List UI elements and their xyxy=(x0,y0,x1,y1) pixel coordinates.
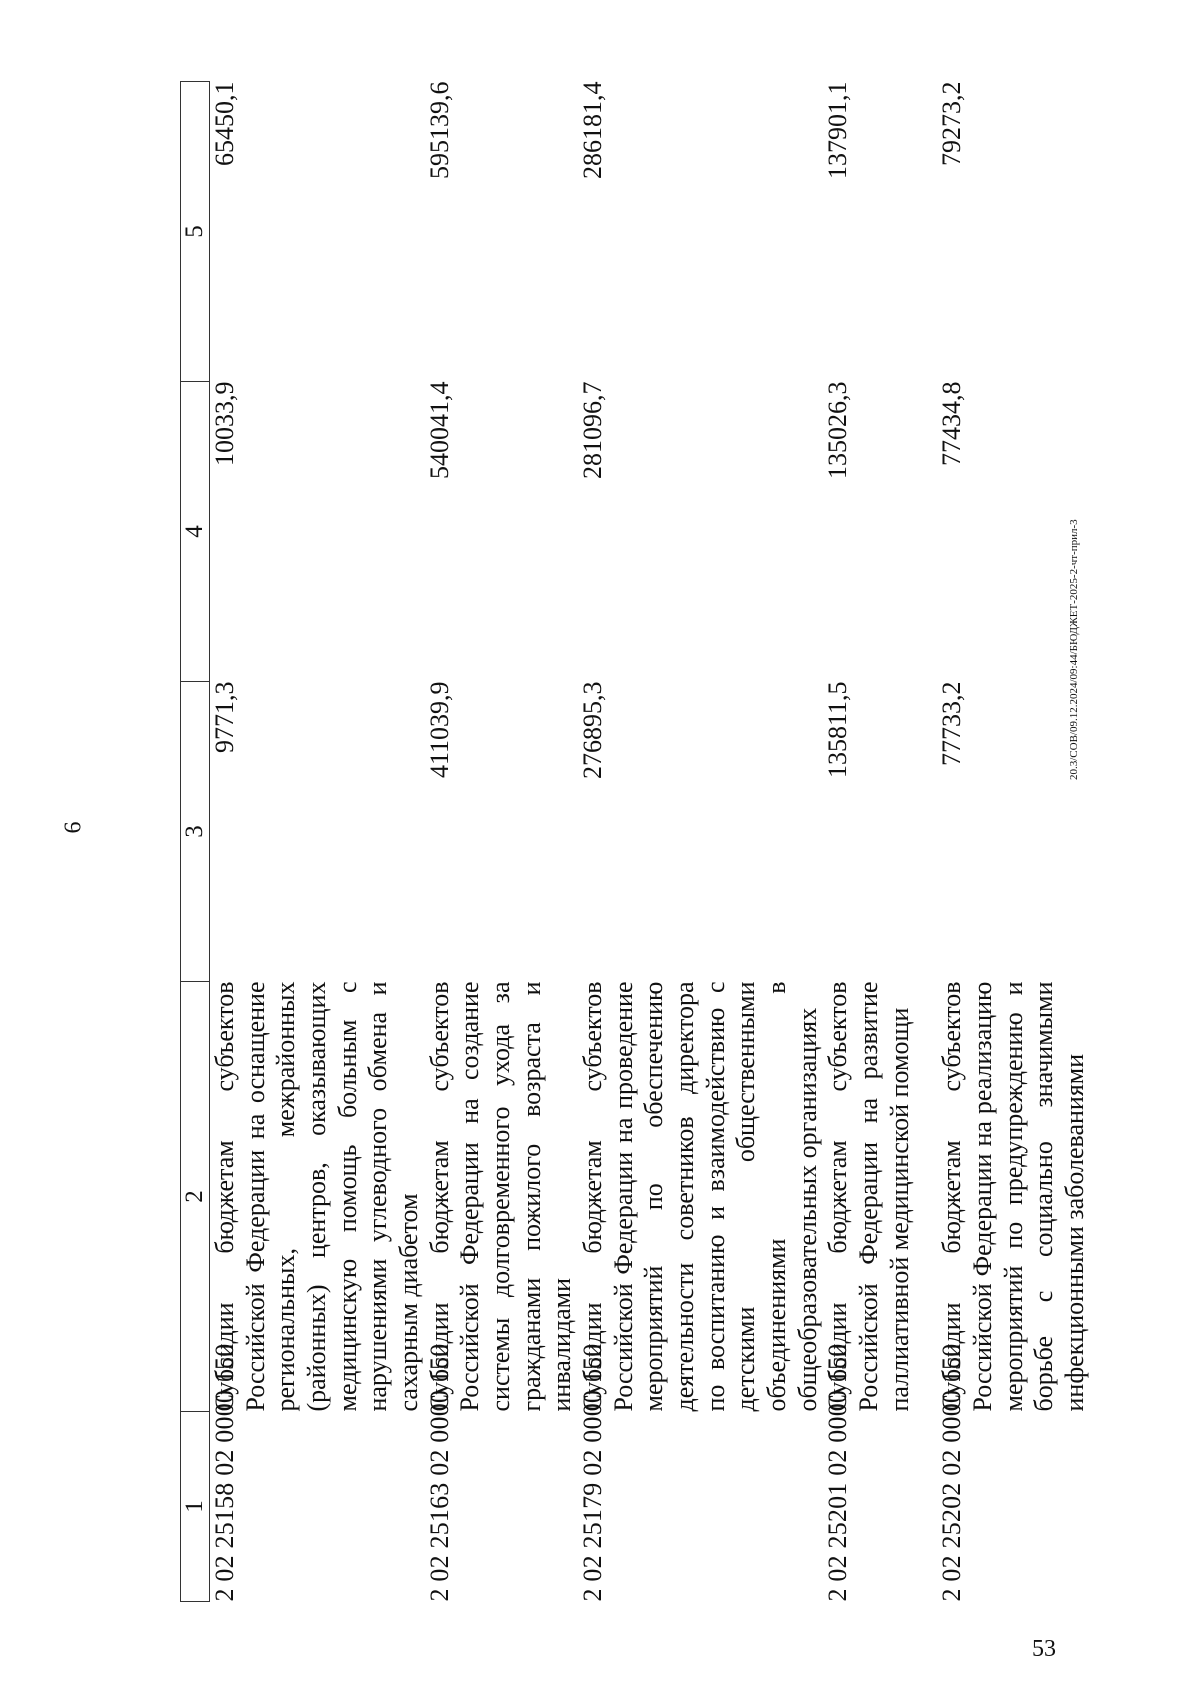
column-header-3: 3 xyxy=(181,682,210,982)
column-header-5: 5 xyxy=(181,82,210,382)
table-row xyxy=(425,82,578,1602)
value-col3-text: 276895,3 xyxy=(578,681,608,779)
value-col4 xyxy=(578,382,823,682)
value-col5 xyxy=(937,82,1090,382)
value-col5 xyxy=(425,82,578,382)
budget-code: 2 02 25179 02 0000 150 xyxy=(578,1343,608,1602)
value-col5 xyxy=(578,82,823,382)
value-col5 xyxy=(823,82,937,382)
document-footer-code: 20.3/СОВ/09.12.2024/09:44/БЮДЖЕТ-2025-2-чт-прил-3 xyxy=(1068,519,1080,780)
value-col3 xyxy=(210,682,425,982)
value-col3-text: 135811,5 xyxy=(823,681,853,779)
value-col4-text: 10033,9 xyxy=(210,381,239,466)
budget-table xyxy=(180,81,1091,1602)
row-description: Субсидии бюджетам субъектов Российской Федерации на оснащение региональных, межрайонных (районных) центров, оказывающих медицинскую помощь больным с нарушениями углеводного обмена и сахарным диабетом xyxy=(210,981,424,1412)
column-header-2: 2 xyxy=(181,982,210,1412)
value-col4-text: 281096,7 xyxy=(578,381,608,479)
value-col4 xyxy=(210,382,425,682)
value-col4 xyxy=(823,382,937,682)
value-col3-text: 411039,9 xyxy=(424,681,454,779)
budget-code: 2 02 25202 02 0000 150 xyxy=(937,1343,967,1602)
row-description: Субсидии бюджетам субъектов Российской Федерации на создание системы долговременного ухода за гражданами пожилого возраста и инвалидами xyxy=(424,981,577,1412)
value-col4 xyxy=(425,382,578,682)
row-description: Субсидии бюджетам субъектов Российской Федерации на развитие паллиативной медицинской помощи xyxy=(823,981,914,1412)
value-col5-text: 65450,1 xyxy=(210,81,239,166)
table-row xyxy=(937,82,1090,1602)
table-row xyxy=(823,82,937,1602)
sheet-number: 53 xyxy=(1032,1636,1056,1662)
row-description: Субсидии бюджетам субъектов Российской Федерации на проведение мероприятий по обеспечению деятельности советников директора по воспитанию и взаимодействию с детскими общественными объединениями в общеобразовательных организациях xyxy=(578,981,822,1412)
value-col5-text: 286181,4 xyxy=(578,81,608,179)
budget-code: 2 02 25158 02 0000 150 xyxy=(210,1343,239,1602)
value-col5-text: 79273,2 xyxy=(937,81,967,166)
value-col5 xyxy=(210,82,425,382)
value-col3 xyxy=(823,682,937,982)
value-col5-text: 595139,6 xyxy=(424,81,454,179)
table-row xyxy=(578,82,823,1602)
table-row xyxy=(210,82,425,1602)
page-number: 6 xyxy=(60,821,87,834)
budget-code: 2 02 25201 02 0000 150 xyxy=(823,1343,853,1602)
row-description: Субсидии бюджетам субъектов Российской Федерации на реализацию мероприятий по предупреждению и борьбе с социально значимыми инфекционными заболеваниями xyxy=(937,981,1090,1412)
value-col5-text: 137901,1 xyxy=(823,81,853,179)
value-col3 xyxy=(425,682,578,982)
value-col3 xyxy=(578,682,823,982)
value-col4-text: 77434,8 xyxy=(937,381,967,466)
value-col4-text: 540041,4 xyxy=(424,381,454,479)
value-col3-text: 9771,3 xyxy=(210,681,239,753)
column-header-4: 4 xyxy=(181,382,210,682)
budget-code: 2 02 25163 02 0000 150 xyxy=(424,1343,454,1602)
value-col4-text: 135026,3 xyxy=(823,381,853,479)
value-col3-text: 77733,2 xyxy=(937,681,967,766)
column-header-1: 1 xyxy=(181,1412,210,1602)
table-header xyxy=(181,82,210,1602)
